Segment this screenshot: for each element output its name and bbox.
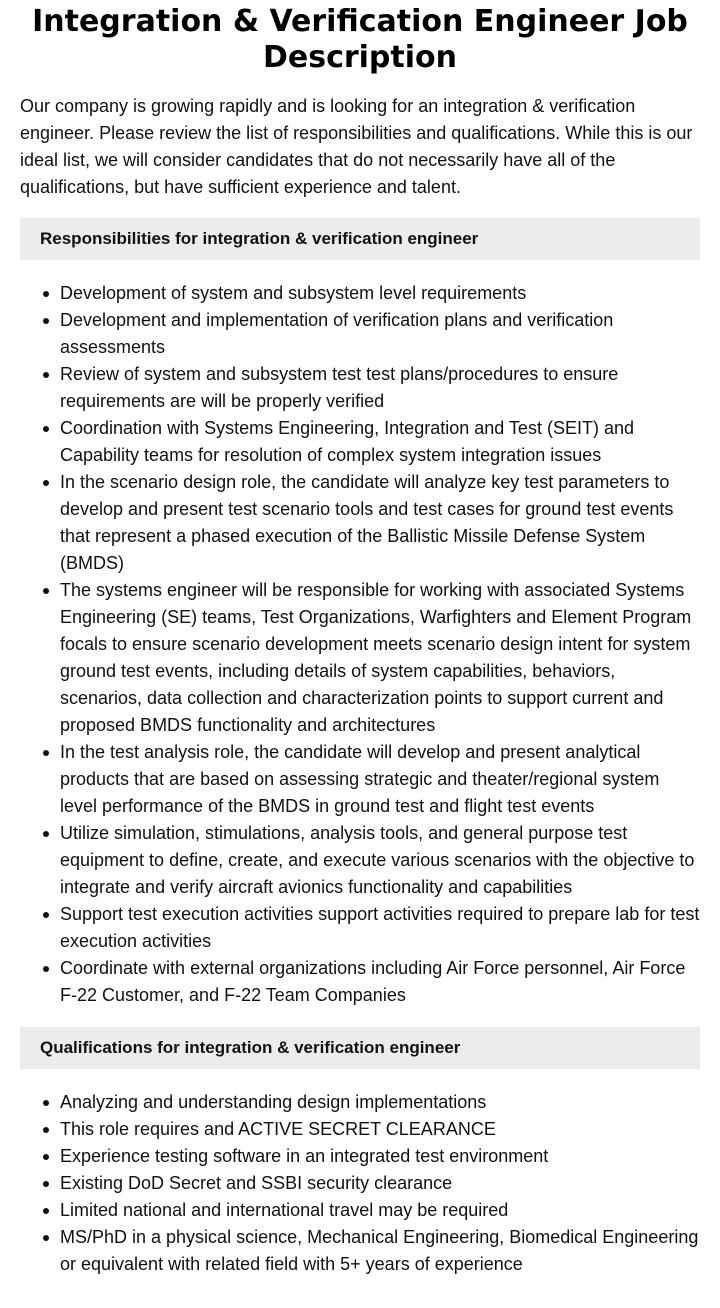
list-item: Review of system and subsystem test test plans/procedures to ensure requirements are will be properly verified	[60, 361, 700, 415]
list-item: The systems engineer will be responsible for working with associated Systems Engineering (SE) teams, Test Organizations, Warfighters and Element Program focals to ensure scenario development meets scenario design intent for system ground test events, including details of system capabilities, behaviors, scenarios, data collection and characterization points to support current and proposed BMDS functionality and architectures	[60, 577, 700, 739]
page-title: Integration & Verification Engineer Job Description	[32, 4, 688, 75]
list-item: Support test execution activities support activities required to prepare lab for test execution activities	[60, 901, 700, 955]
list-item: Existing DoD Secret and SSBI security clearance	[60, 1170, 700, 1197]
list-item: Development of system and subsystem level requirements	[60, 280, 700, 307]
list-item: Analyzing and understanding design implementations	[60, 1089, 700, 1116]
list-item: In the test analysis role, the candidate will develop and present analytical products that are based on assessing strategic and theater/regional system level performance of the BMDS in ground test and flight test events	[60, 739, 700, 820]
list-item: In the scenario design role, the candidate will analyze key test parameters to develop and present test scenario tools and test cases for ground test events that represent a phased execution of the Ballistic Missile Defense System (BMDS)	[60, 469, 700, 577]
list-item: Development and implementation of verification plans and verification assessments	[60, 307, 700, 361]
list-item: Utilize simulation, stimulations, analysis tools, and general purpose test equipment to define, create, and execute various scenarios with the objective to integrate and verify aircraft avionics functionality and capabilities	[60, 820, 700, 901]
list-item: Coordination with Systems Engineering, Integration and Test (SEIT) and Capability teams for resolution of complex system integration issues	[60, 415, 700, 469]
qualifications-list	[20, 1089, 700, 1278]
responsibilities-list	[20, 280, 700, 1009]
list-item: This role requires and ACTIVE SECRET CLEARANCE	[60, 1116, 700, 1143]
list-item: Experience testing software in an integrated test environment	[60, 1143, 700, 1170]
intro-paragraph: Our company is growing rapidly and is looking for an integration & verification engineer. Please review the list of responsibilities and qualifications. While this is our ideal list, we will consider candidates that do not necessarily have all of the qualifications, but have sufficient experience and talent.	[20, 96, 693, 197]
responsibilities-heading: Responsibilities for integration & verification engineer	[20, 218, 700, 260]
list-item: Coordinate with external organizations including Air Force personnel, Air Force F-22 Customer, and F-22 Team Companies	[60, 955, 700, 1009]
qualifications-heading: Qualifications for integration & verification engineer	[20, 1027, 700, 1069]
list-item: MS/PhD in a physical science, Mechanical Engineering, Biomedical Engineering or equivalent with related field with 5+ years of experience	[60, 1224, 700, 1278]
list-item: Limited national and international travel may be required	[60, 1197, 700, 1224]
